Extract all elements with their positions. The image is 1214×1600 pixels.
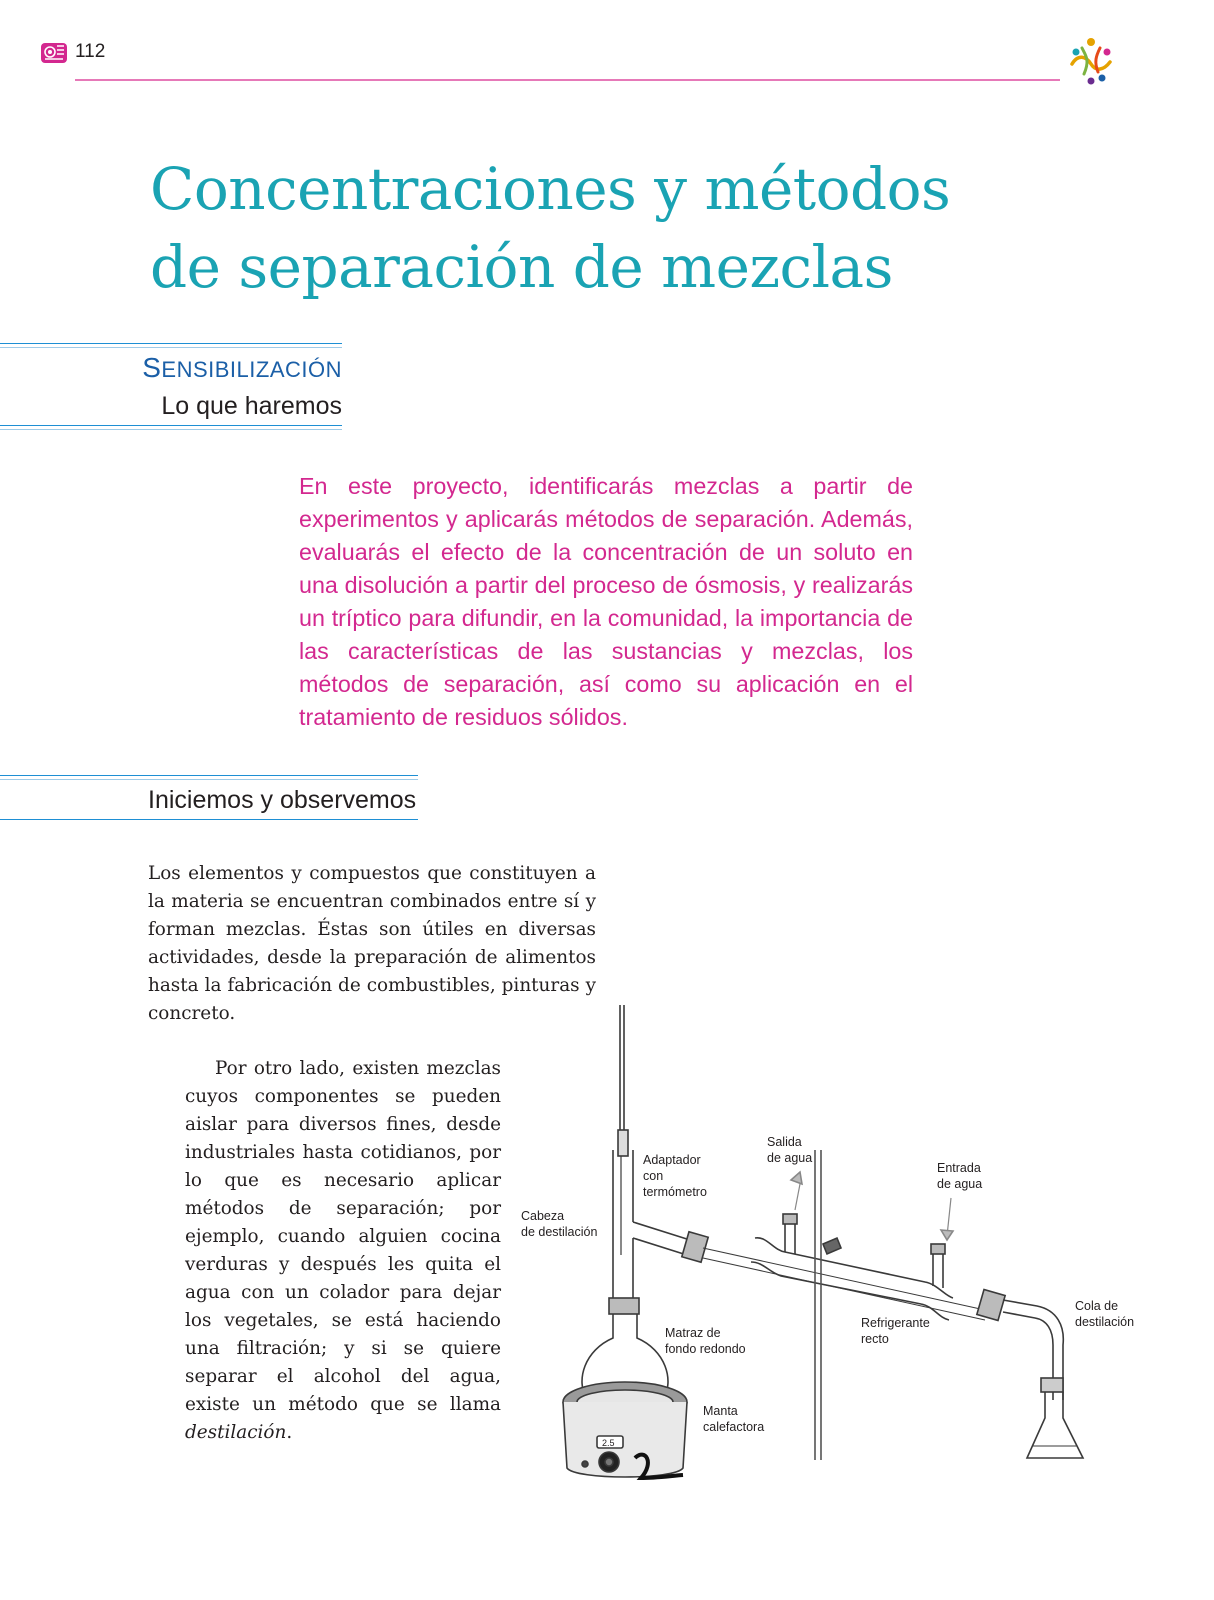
label-condenser-2: recto [861, 1332, 889, 1346]
label-tail-2: destilación [1075, 1315, 1135, 1329]
label-adapter-1: Adaptador [643, 1153, 701, 1167]
label-adapter-2: con [643, 1169, 664, 1183]
label-adapter-3: termómetro [643, 1185, 707, 1199]
section-rule [0, 819, 418, 820]
body-paragraph-1: Los elementos y compuestos que constituyen a la materia se encuentran combinados entre sí y forman mezclas. Éstas son útiles en diversas actividades, desde la preparación de alimentos hasta la fabricación de combustibles, pinturas y concreto. [148, 863, 596, 1024]
mantle-dial-label: 2.5 [602, 1438, 615, 1448]
label-tail-1: Cola de [1075, 1299, 1119, 1313]
intro-paragraph: En este proyecto, identificarás mezclas a partir de experimentos y aplicarás métodos de separación. Además, evaluarás el efecto de la concentración de un soluto en una disolución a partir del proceso de ósmosis, y realizarás un tríptico para difundir, en la comunidad, la importancia de las características de las sustancias y mezclas, los métodos de separación, así como su aplicación en el tratamiento de residuos sólidos. [299, 473, 913, 730]
label-mantle-2: calefactora [703, 1420, 765, 1434]
page-number: 112 [75, 41, 106, 62]
section-rule [0, 343, 342, 344]
section-rule [0, 779, 418, 780]
distillation-apparatus-diagram [505, 1000, 1155, 1520]
body-paragraph-2 [185, 1055, 501, 1447]
label-water-out-2: de agua [767, 1151, 813, 1165]
section-subheading: Lo que haremos [161, 392, 342, 420]
header-rule [75, 79, 1060, 81]
section-rule [0, 429, 342, 430]
apparatus-drawing [563, 1005, 1083, 1478]
label-flask-2: fondo redondo [665, 1342, 746, 1356]
label-condenser-1: Refrigerante [861, 1316, 930, 1330]
body-paragraph-2-text: Por otro lado, existen mezclas cuyos componentes se pueden aislar para diversos fines, desde industriales hasta cotidianos, por lo que es necesario aplicar métodos de separación; por ejemplo, cuando alguien cocina verduras y después les quita el agua con un colador para dejar los vegetales, se está haciendo una filtración; y si se quiere separar el alcohol del agua, existe un método que se llama [185, 1058, 501, 1415]
label-mantle-1: Manta [703, 1404, 738, 1418]
body-paragraph-2-end: . [286, 1422, 293, 1443]
aztec-glyph-icon [40, 40, 68, 66]
page-title [150, 150, 1130, 306]
title-line-1: Concentraciones y métodos [150, 155, 951, 223]
distillation-term: destilación [185, 1422, 287, 1443]
section-heading [0, 352, 342, 384]
section-rule [0, 425, 342, 426]
label-head-1: Cabeza [521, 1209, 565, 1223]
title-line-2: de separación de mezclas [150, 233, 893, 301]
label-head-2: de destilación [521, 1225, 598, 1239]
label-water-out-1: Salida [767, 1135, 802, 1149]
observe-heading: Iniciemos y observemos [148, 786, 417, 814]
label-flask-1: Matraz de [665, 1326, 721, 1340]
section-rule [0, 775, 418, 776]
label-water-in-2: de agua [937, 1177, 983, 1191]
label-water-in-1: Entrada [937, 1161, 981, 1175]
colorful-figures-icon [1064, 34, 1118, 88]
section-heading-initial: S [142, 352, 162, 383]
section-rule [0, 347, 342, 348]
section-heading-rest: ENSIBILIZACIÓN [161, 357, 342, 382]
